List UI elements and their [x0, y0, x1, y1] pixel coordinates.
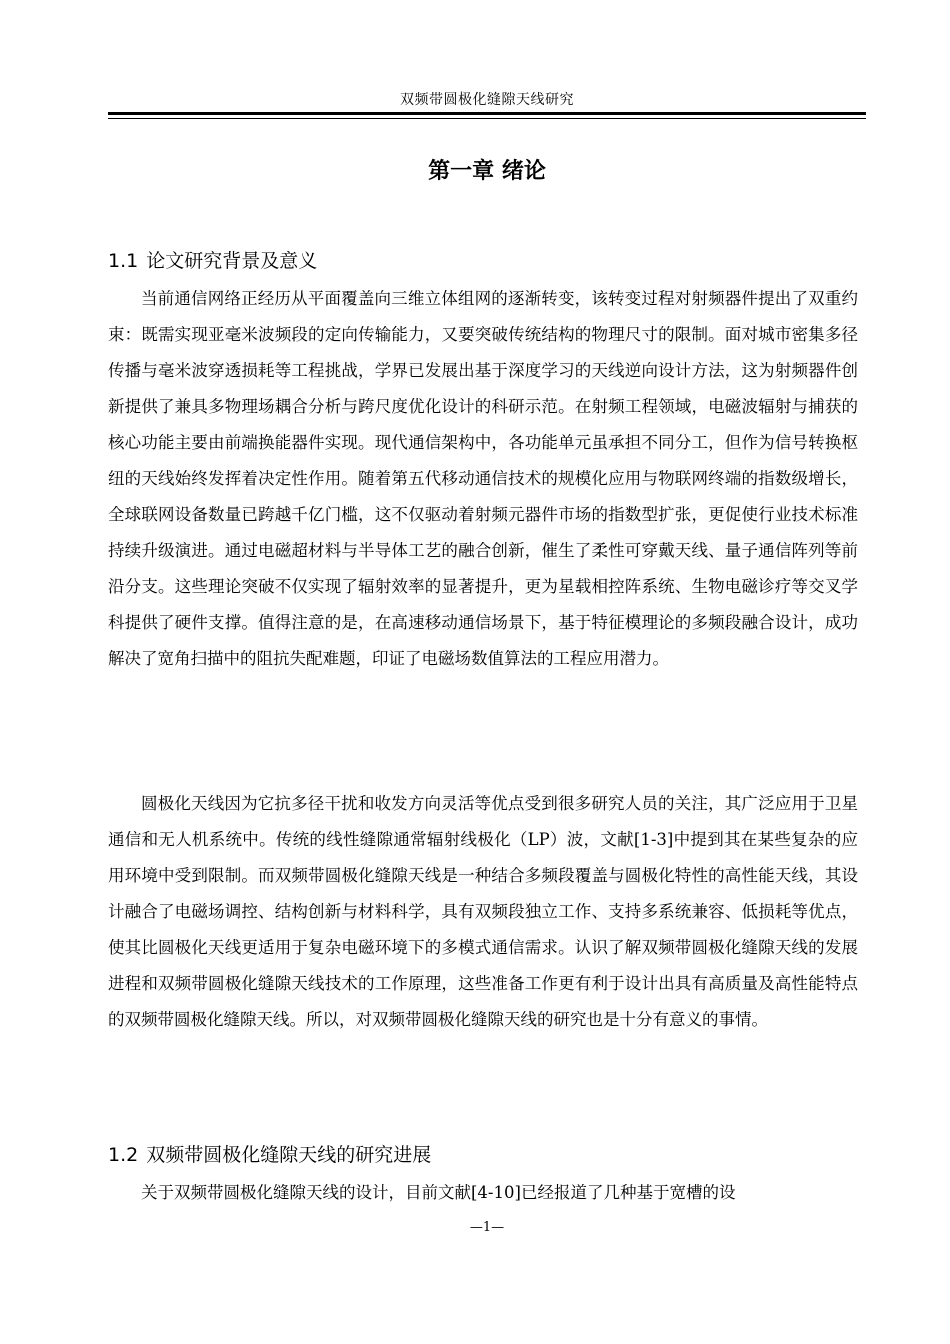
section-heading-1-1: [108, 247, 866, 275]
paragraph-3: 关于双频带圆极化缝隙天线的设计，目前文献[4-10]已经报道了几种基于宽槽的设: [141, 1183, 736, 1202]
paragraph-1: 当前通信网络正经历从平面覆盖向三维立体组网的逐渐转变，该转变过程对射频器件提出了双重约束：既需实现亚毫米波频段的定向传输能力，又要突破传统结构的物理尺寸的限制。面对城市密集多径传播与毫米波穿透损耗等工程挑战，学界已发展出基于深度学习的天线逆向设计方法，这为射频器件创新提供了兼具多物理场耦合分析与跨尺度优化设计的科研示范。在射频工程领域，电磁波辐射与捕获的核心功能主要由前端换能器件实现。现代通信架构中，各功能单元虽承担不同分工，但作为信号转换枢纽的天线始终发挥着决定性作用。随着第五代移动通信技术的规模化应用与物联网终端的指数级增长，全球联网设备数量已跨越千亿门槛，这不仅驱动着射频元器件市场的指数型扩张，更促使行业技术标准持续升级演进。通过电磁超材料与半导体工艺的融合创新，催生了柔性可穿戴天线、量子通信阵列等前沿分支。这些理论突破不仅实现了辐射效率的显著提升，更为星载相控阵系统、生物电磁诊疗等交叉学科提供了硬件支撑。值得注意的是，在高速移动通信场景下，基于特征模理论的多频段融合设计，成功解决了宽角扫描中的阻抗失配难题，印证了电磁场数值算法的工程应用潜力。: [108, 289, 858, 668]
page-number: —1—: [469, 1220, 505, 1235]
header-rule-thin: [108, 118, 866, 119]
running-header: 双频带圆极化缝隙天线研究: [400, 92, 574, 108]
section-heading-1-2: [108, 1141, 866, 1169]
header-rule-thick: [108, 112, 866, 115]
paragraph-2: 圆极化天线因为它抗多径干扰和收发方向灵活等优点受到很多研究人员的关注，其广泛应用于卫星通信和无人机系统中。传统的线性缝隙通常辐射线极化（LP）波，文献[1-3]中提到其在某些复杂的应用环境中受到限制。而双频带圆极化缝隙天线是一种结合多频段覆盖与圆极化特性的高性能天线，其设计融合了电磁场调控、结构创新与材料科学，具有双频段独立工作、支持多系统兼容、低损耗等优点，使其比圆极化天线更适用于复杂电磁环境下的多模式通信需求。认识了解双频带圆极化缝隙天线的发展进程和双频带圆极化缝隙天线技术的工作原理，这些准备工作更有利于设计出具有高质量及高性能特点的双频带圆极化缝隙天线。所以，对双频带圆极化缝隙天线的研究也是十分有意义的事情。: [108, 794, 858, 1029]
chapter-title: 第一章 绪论: [428, 159, 546, 184]
section-number: 1.2: [108, 1144, 139, 1166]
section-title: 论文研究背景及意义: [146, 250, 318, 272]
section-title: 双频带圆极化缝隙天线的研究进展: [146, 1144, 432, 1166]
section-number: 1.1: [108, 250, 139, 272]
